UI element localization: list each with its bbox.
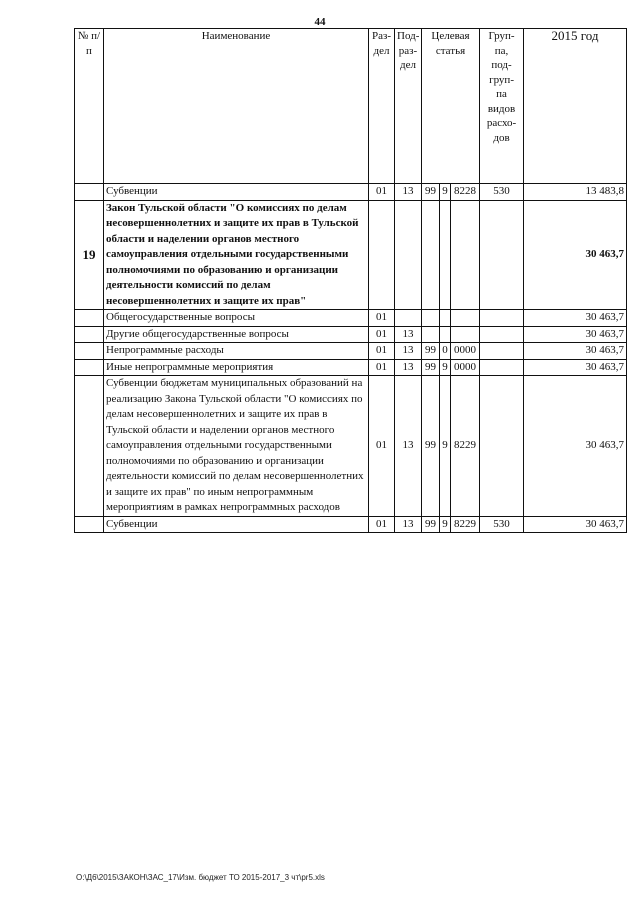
cell-amount: 13 483,8: [524, 184, 627, 201]
cell-group: [480, 343, 524, 360]
cell-target-code: [451, 326, 480, 343]
cell-num: [75, 516, 104, 533]
cell-section: 01: [369, 359, 395, 376]
cell-subsection: [395, 310, 422, 327]
cell-group: [480, 200, 524, 310]
cell-num: [75, 376, 104, 517]
cell-target-program: 99: [422, 184, 440, 201]
cell-target-code: [451, 310, 480, 327]
cell-target-program: 99: [422, 343, 440, 360]
cell-target-code: 8228: [451, 184, 480, 201]
cell-target-code: 8229: [451, 376, 480, 517]
cell-target-program: 99: [422, 376, 440, 517]
cell-target-program: [422, 310, 440, 327]
cell-num: [75, 310, 104, 327]
cell-amount: 30 463,7: [524, 359, 627, 376]
cell-num: [75, 343, 104, 360]
cell-subsection: 13: [395, 516, 422, 533]
cell-group: [480, 359, 524, 376]
cell-name: Субвенции: [104, 516, 369, 533]
cell-name: Закон Тульской области "О комиссиях по делам несовершеннолетних и защите их прав в Тульской области и наделении органов местного самоуправления отдельными государственными полномочиями по образованию и организации деятельности комиссий по делам несовершеннолетних и защите их прав": [104, 200, 369, 310]
cell-section: 01: [369, 184, 395, 201]
cell-target-sub: 9: [440, 184, 451, 201]
cell-group: [480, 376, 524, 517]
cell-target-program: [422, 200, 440, 310]
header-subsection: Под- раз- дел: [395, 29, 422, 184]
table-row: [75, 184, 627, 201]
cell-name: Иные непрограммные мероприятия: [104, 359, 369, 376]
budget-table: [74, 28, 627, 533]
cell-section: 01: [369, 516, 395, 533]
page-number: 44: [314, 16, 326, 28]
table-row: [75, 310, 627, 327]
cell-section: [369, 200, 395, 310]
cell-target-code: 0000: [451, 359, 480, 376]
header-name: Наименование: [104, 29, 369, 184]
cell-group: 530: [480, 184, 524, 201]
cell-amount: 30 463,7: [524, 326, 627, 343]
cell-amount: 30 463,7: [524, 376, 627, 517]
header-target-article: Целевая статья: [422, 29, 480, 184]
cell-target-code: 8229: [451, 516, 480, 533]
cell-amount: 30 463,7: [524, 516, 627, 533]
cell-num: [75, 184, 104, 201]
cell-section: 01: [369, 343, 395, 360]
cell-target-program: 99: [422, 516, 440, 533]
cell-name: Другие общегосударственные вопросы: [104, 326, 369, 343]
table-row: [75, 516, 627, 533]
cell-target-sub: 9: [440, 359, 451, 376]
cell-target-sub: 9: [440, 376, 451, 517]
cell-subsection: 13: [395, 326, 422, 343]
cell-subsection: 13: [395, 343, 422, 360]
cell-name: Субвенции бюджетам муниципальных образований на реализацию Закона Тульской области "О комиссиях по делам несовершеннолетних и защите их прав в Тульской области и наделении органов местного самоуправления отдельными государственными полномочиями по образованию и организации деятельности комиссий по делам несовершеннолетних и защите их прав" по иным непрограммным мероприятиям в рамках непрограммных расходов: [104, 376, 369, 517]
cell-amount: 30 463,7: [524, 310, 627, 327]
cell-group: [480, 310, 524, 327]
cell-name: Субвенции: [104, 184, 369, 201]
cell-amount: 30 463,7: [524, 343, 627, 360]
cell-section: 01: [369, 326, 395, 343]
header-year: 2015 год: [524, 29, 627, 184]
cell-group: [480, 326, 524, 343]
table-row: [75, 200, 627, 310]
header-expense-group: Груп- па, под- груп- па видов расхо- дов: [480, 29, 524, 184]
cell-amount: 30 463,7: [524, 200, 627, 310]
cell-target-program: [422, 326, 440, 343]
cell-num: [75, 359, 104, 376]
cell-name: Непрограммные расходы: [104, 343, 369, 360]
cell-target-sub: 0: [440, 343, 451, 360]
table-row: [75, 359, 627, 376]
file-path-footer: О:\Д6\2015\ЗАКОН\ЗАС_17\Изм. бюджет ТО 2015-2017_3 чт\pr5.xls: [76, 873, 325, 882]
cell-target-sub: [440, 310, 451, 327]
table-row: [75, 343, 627, 360]
cell-target-sub: [440, 326, 451, 343]
header-num: № п/п: [75, 29, 104, 184]
cell-num: [75, 326, 104, 343]
header-section: Раз- дел: [369, 29, 395, 184]
cell-group: 530: [480, 516, 524, 533]
cell-subsection: [395, 200, 422, 310]
cell-target-code: 0000: [451, 343, 480, 360]
cell-subsection: 13: [395, 359, 422, 376]
cell-target-sub: 9: [440, 516, 451, 533]
table-header-row: [75, 29, 627, 184]
cell-section: 01: [369, 310, 395, 327]
cell-name: Общегосударственные вопросы: [104, 310, 369, 327]
cell-target-sub: [440, 200, 451, 310]
cell-target-code: [451, 200, 480, 310]
cell-subsection: 13: [395, 184, 422, 201]
cell-subsection: 13: [395, 376, 422, 517]
cell-target-program: 99: [422, 359, 440, 376]
table-row: [75, 326, 627, 343]
table-row: [75, 376, 627, 517]
cell-section: 01: [369, 376, 395, 517]
cell-num: 19: [75, 200, 104, 310]
